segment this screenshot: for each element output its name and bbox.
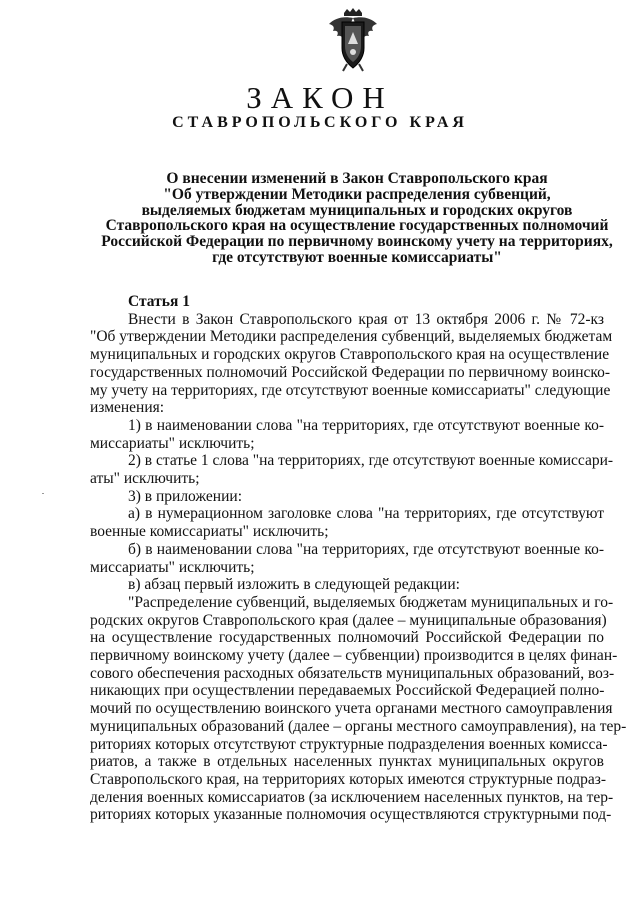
body-line: риатов, а также в отдельных населенных пунктах муниципальных округов <box>90 753 604 771</box>
body-line: 1) в наименовании слова "на территориях, где отсутствуют военные ко- <box>128 416 604 434</box>
heading-line: Российской Федерации по первичному воинскому учету на территориях, <box>101 233 613 251</box>
heading-line: выделяемых бюджетам муниципальных и городских округов <box>141 201 573 219</box>
heading-line: Ставропольского края на осуществление государственных полномочий <box>105 217 609 235</box>
body-line: сового обеспечения расходных обязательств муниципальных образований, воз- <box>90 664 615 682</box>
document-heading <box>92 171 622 266</box>
body-line: никающих при осуществлении передаваемых Российской Федерацией полно- <box>90 682 605 700</box>
body-line: "Об утверждении Методики распределения субвенций, выделяемых бюджетам <box>90 328 613 346</box>
body-line: деления военных комиссариатов (за исключением населенных пунктов, на тер- <box>90 788 614 806</box>
body-line: муниципальных и городских округов Ставропольского края на осуществление <box>90 346 610 364</box>
heading-line: О внесении изменений в Закон Ставропольского края <box>166 170 548 187</box>
scan-speck <box>42 493 44 494</box>
body-line: б) в наименовании слова "на территориях, где отсутствуют военные ко- <box>128 540 604 558</box>
heading-line: где отсутствуют военные комиссариаты" <box>212 248 502 266</box>
body-line: Внести в Закон Ставропольского края от 13 октября 2006 г. № 72-кз <box>128 310 604 328</box>
coat-of-arms-icon <box>325 8 381 72</box>
body-line: миссариаты" исключить; <box>90 434 255 452</box>
body-line: риториях которых отсутствуют структурные подразделения военных комисса- <box>90 735 608 753</box>
body-line: на осуществление государственных полномочий Российской Федерации по <box>90 629 604 647</box>
body-line: муниципальных образований (далее – органы местного самоуправления), на тер- <box>90 717 627 735</box>
body-line: аты" исключить; <box>90 470 200 488</box>
body-line: первичному воинскому учету (далее – субвенции) производится в целях финан- <box>90 647 618 665</box>
heading-line: "Об утверждении Методики распределения субвенций, <box>163 185 551 203</box>
body-line: 2) в статье 1 слова "на территориях, где отсутствуют военные комиссари- <box>128 452 614 470</box>
body-line: государственных полномочий Российской Федерации по первичному воинско- <box>90 363 611 381</box>
body-line: "Распределение субвенций, выделяемых бюджетам муниципальных и го- <box>128 593 614 611</box>
body-line: миссариаты" исключить; <box>90 558 255 576</box>
law-title: ЗАКОН <box>246 80 394 115</box>
body-line: Ставропольского края, на территориях которых имеются структурные подраз- <box>90 770 607 788</box>
document-body <box>90 293 627 824</box>
body-line: военные комиссариаты" исключить; <box>90 523 329 541</box>
body-line: мочий по осуществлению воинского учета органами местного самоуправления <box>90 700 613 718</box>
body-line: в) абзац первый изложить в следующей редакции: <box>128 576 460 594</box>
body-line: 3) в приложении: <box>128 487 242 505</box>
body-line: а) в нумерационном заголовке слова "на территориях, где отсутствуют <box>128 505 604 523</box>
law-subtitle: СТАВРОПОЛЬСКОГО КРАЯ <box>172 114 468 131</box>
body-line: родских округов Ставропольского края (далее – муниципальные образования) <box>90 611 607 629</box>
body-line: изменения: <box>90 399 165 417</box>
body-line: риториях которых указанные полномочия осуществляются структурными под- <box>90 806 612 824</box>
article-title: Статья 1 <box>128 293 190 310</box>
body-line: му учету на территориях, где отсутствуют военные комиссариаты" следующие <box>90 381 611 399</box>
